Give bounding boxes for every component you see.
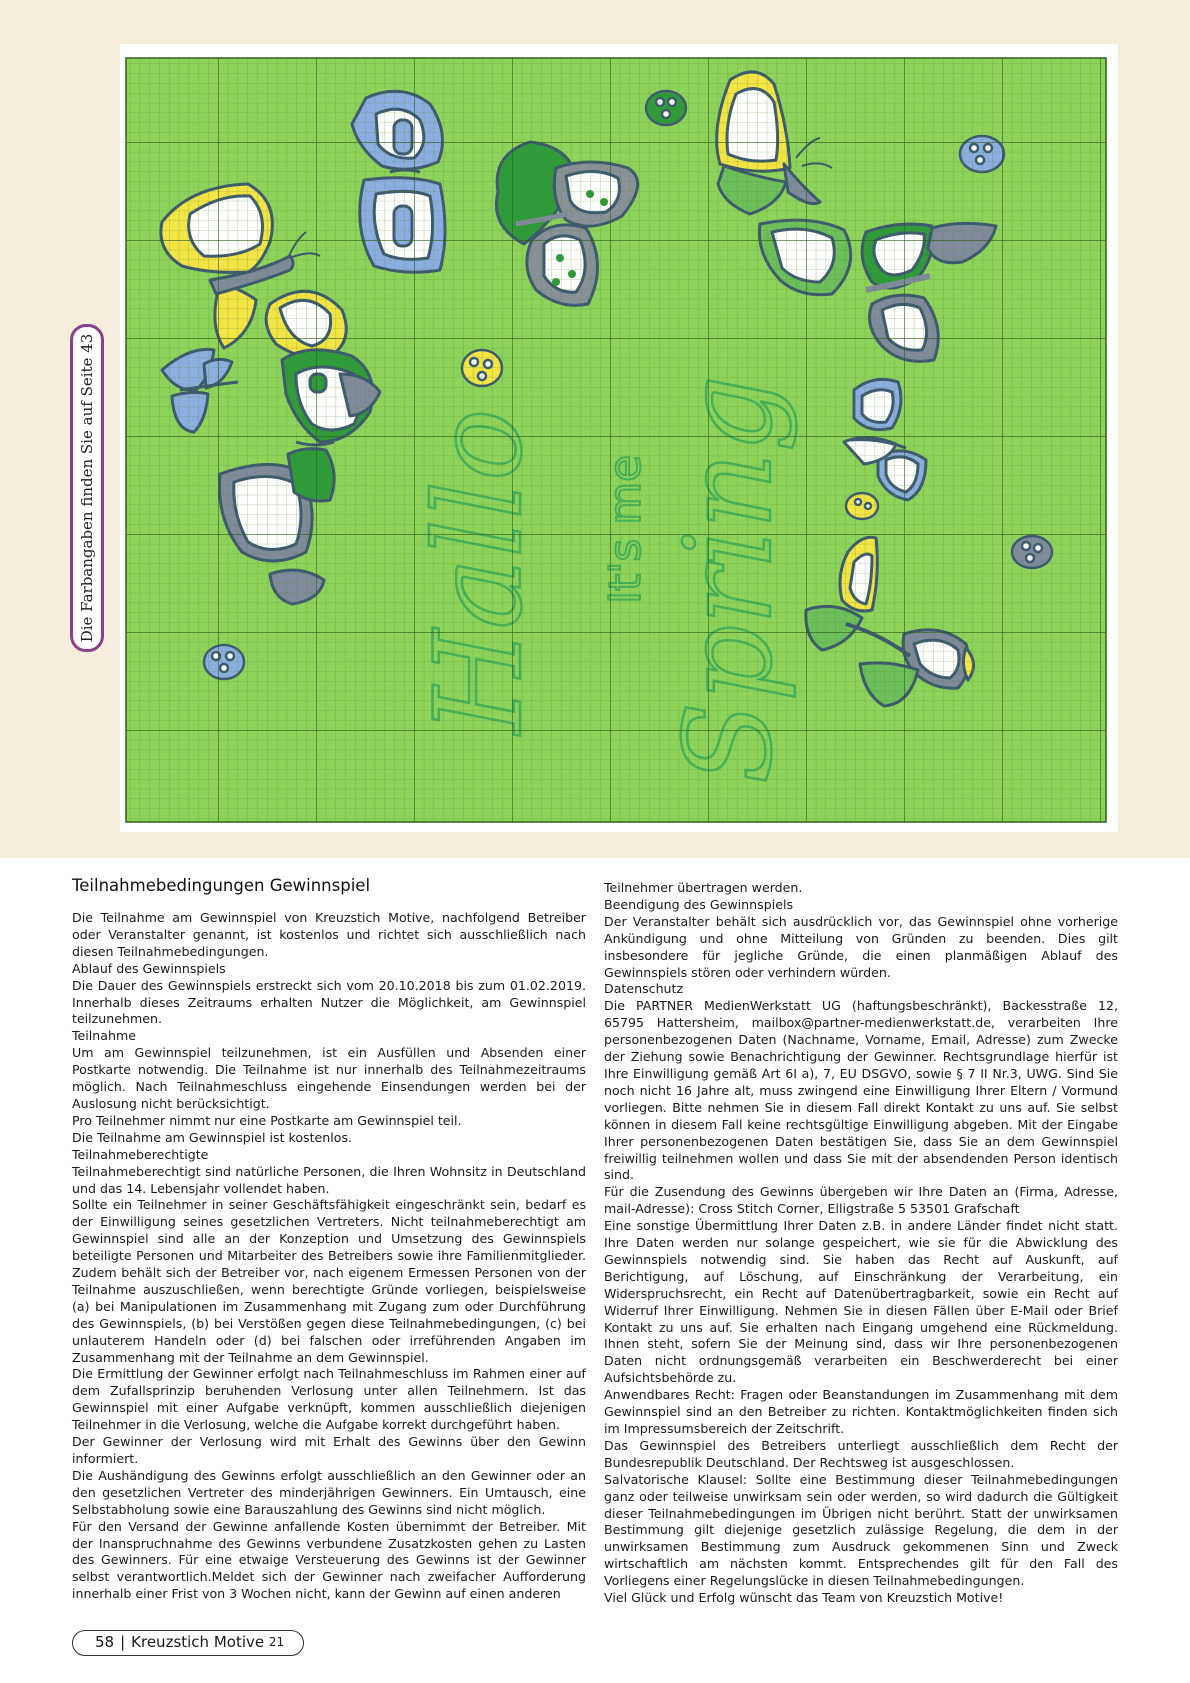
paragraph: Das Gewinnspiel des Betreibers unterliegt ausschließlich dem Recht der Bundesrepublik Deutschland. Der Rechtsweg ist ausgeschlossen.	[604, 1437, 1118, 1470]
page-footer	[72, 1630, 304, 1656]
paragraph: Die Dauer des Gewinnspiels erstreckt sich vom 20.10.2018 bis zum 01.02.2019. Innerhalb dieses Zeitraums erhalten Nutzer die Möglichkeit, am Gewinnspiel teilzunehmen.	[72, 977, 586, 1027]
paragraph: Teilnahme	[72, 1028, 136, 1044]
paragraph: Eine sonstige Übermittlung Ihrer Daten z.B. in andere Länder findet nicht statt. Ihre Daten werden nur solange gespeichert, wie sie für die Abwicklung des Gewinnspiels notwendig sind. Sie haben das Recht auf Auskunft, auf Berichtigung, auf Löschung, auf Einschränkung der Verarbeitung, ein Widerspruchsrecht, ein Recht auf Datenübertragbarkeit, sowie ein Recht auf Widerruf Ihrer Einwilligung. Nehmen Sie in diesen Fällen über E-Mail oder Brief Kontakt zu uns auf. Sie erhalten nach Eingang umgehend eine Rückmeldung. Ihnen steht, sofern Sie der Meinung sind, dass wir Ihre personenbezogenen Daten nicht ordnungsgemäß verarbeiten ein Beschwerderecht bei einer Aufsichtsbehörde zu.	[604, 1218, 1118, 1386]
cross-stitch-chart	[120, 44, 1118, 832]
color-reference-label	[70, 324, 104, 652]
paragraph: Viel Glück und Erfolg wünscht das Team von Kreuzstich Motive!	[604, 1590, 1004, 1606]
magazine-name: Kreuzstich Motive	[131, 1633, 265, 1651]
paragraph: Ablauf des Gewinnspiels	[72, 960, 226, 976]
paragraph: Für die Zusendung des Gewinns übergeben wir Ihre Daten an (Firma, Adresse, mail-Adresse): Cross Stitch Corner, Elligstraße 5 53501 Grafschaft	[604, 1184, 1118, 1217]
color-reference-text: Die Farbangaben finden Sie auf Seite 43	[78, 333, 96, 643]
page-title: Teilnahmebedingungen Gewinnspiel	[72, 876, 371, 895]
page-number: 58	[95, 1633, 115, 1651]
paragraph: Der Veranstalter behält sich ausdrücklich vor, das Gewinnspiel ohne vorherige Ankündigung und ohne Mitteilung von Gründen zu beenden. Dies gilt insbesondere für jegliche Gründe, die einen planmäßigen Ablauf des Gewinnspiels stören oder verhindern würden.	[604, 913, 1118, 980]
paragraph: Der Gewinner der Verlosung wird mit Erhalt des Gewinns über den Gewinn informiert.	[72, 1434, 586, 1466]
paragraph: Beendigung des Gewinnspiels	[604, 896, 794, 912]
paragraph: Salvatorische Klausel: Sollte eine Bestimmung dieser Teilnahmebedingungen ganz oder teilweise unwirksam sein oder werden, so wird dadurch die Gültigkeit dieser Teilnahmebedingungen im Übrigen nicht berührt. Statt der unwirksamen Bestimmung gilt diejenige gesetzlich zulässige Regelung, die dem in der unwirksamen Bestimmung zum Ausdruck gekommenen Sinn und Zweck wirtschaftlich am nächsten kommt. Entsprechendes gilt für den Fall des Vorliegens einer Regelungslücke in diesen Teilnahmebedingungen.	[604, 1471, 1118, 1589]
paragraph: Um am Gewinnspiel teilzunehmen, ist ein Ausfüllen und Absenden einer Postkarte notwendig. Die Teilnahme ist nur innerhalb des Teilnahmezeitraums möglich. Nach Teilnahmeschluss eingehende Einsendungen werden bei der Auslosung nicht berücksichtigt.	[72, 1045, 586, 1111]
issue-number: 21	[268, 1635, 285, 1649]
paragraph: Die Ermittlung der Gewinner erfolgt nach Teilnahmeschluss im Rahmen einer auf dem Zufallsprinzip beruhenden Verlosung unter allen Teilnehmern. Ist das Gewinnspiel mit einer Aufgabe verknüpft, kommen ausschließlich diejenigen Teilnehmer in die Verlosung, welche die Aufgabe korrekt durchgeführt haben.	[72, 1366, 586, 1433]
chart-coarse-grid	[126, 58, 1106, 822]
paragraph: Für den Versand der Gewinne anfallende Kosten übernimmt der Betreiber. Mit der Inanspruchnahme des Gewinns verbundene Zusatzkosten gehen zu Lasten des Gewinners. Für eine etwaige Versteuerung des Gewinns ist der Gewinner selbst verantwortlich.Meldet sich der Gewinner nach zweifacher Aufforderung innerhalb einer Frist von 3 Wochen nicht, kann der Gewinn auf einen anderen	[72, 1518, 586, 1602]
paragraph: Anwendbares Recht: Fragen oder Beanstandungen im Zusammenhang mit dem Gewinnspiel sind an den Betreiber zu richten. Kontaktmöglichkeiten finden sich im Impressumsbereich der Zeitschrift.	[604, 1387, 1118, 1436]
left-column	[72, 910, 586, 1603]
footer-separator: |	[120, 1633, 126, 1651]
paragraph: Sollte ein Teilnehmer in seiner Geschäftsfähigkeit eingeschränkt sein, bedarf es der Einwilligung seines gesetzlichen Vertreters. Nicht teilnahmeberechtigt am Gewinnspiel sind alle an der Konzeption und Umsetzung des Gewinnspiels beteiligte Personen und Mitarbeiter des Betreibers sowie ihre Familienmitglieder. Zudem behält sich der Betreiber vor, nach eigenem Ermessen Personen von der Teilnahme auszuschließen, wenn berechtigte Gründe vorliegen, beispielsweise (a) bei Manipulationen im Zusammenhang mit Zugang zum oder Durchführung des Gewinnspiels, (b) bei Verstößen gegen diese Teilnahmebedingungen, (c) bei unlauterem Handeln oder (d) bei falschen oder irreführenden Angaben im Zusammenhang mit der Teilnahme an dem Gewinnspiel.	[72, 1197, 586, 1365]
paragraph: Die Teilnahme am Gewinnspiel ist kostenlos.	[72, 1129, 353, 1145]
paragraph: Pro Teilnehmer nimmt nur eine Postkarte am Gewinnspiel teil.	[72, 1112, 462, 1128]
cross-stitch-chart-svg	[120, 44, 1118, 832]
paragraph: Teilnehmer übertragen werden.	[604, 880, 803, 895]
paragraph: Die Aushändigung des Gewinns erfolgt ausschließlich an den Gewinner oder an den gesetzlichen Vertreter des minderjährigen Gewinners. Ein Umtausch, eine Selbstabholung sowie eine Barauszahlung des Gewinns sind nicht möglich.	[72, 1467, 586, 1517]
right-column	[604, 880, 1118, 1607]
paragraph: Datenschutz	[604, 981, 684, 997]
paragraph: Teilnahmeberechtigte	[72, 1146, 209, 1162]
paragraph: Die PARTNER MedienWerkstatt UG (haftungsbeschränkt), Backesstraße 12, 65795 Hattersheim, mailbox@partner-medienwerkstatt.de, verarbeiten Ihre personenbezogenen Daten (Nachname, Vorname, Email, Adresse) zum Zwecke der Ziehung sowie Benachrichtigung der Gewinner. Rechtsgrundlage hierfür ist Ihre Einwilligung gemäß Art 6I a), 7, EU DSGVO, sowie § 7 II Nr.3, UWG. Sind Sie noch nicht 16 Jahre alt, muss zwingend eine Einwilligung Ihrer Eltern / Vormund vorliegen. Bitte nehmen Sie in diesem Fall direkt Kontakt zu uns auf. Sie selbst können in diesem Fall keine rechtsgültige Einwilligung abgeben. Mit der Eingabe Ihrer personenbezogenen Daten bestätigen Sie, dass Sie an dem Gewinnspiel freiwillig teilnehmen wollen und dass Sie mit der absendenden Person identisch sind.	[604, 998, 1118, 1183]
paragraph: Teilnahmeberechtigt sind natürliche Personen, die Ihren Wohnsitz in Deutschland und das 14. Lebensjahr vollendet haben.	[72, 1163, 586, 1196]
paragraph: Die Teilnahme am Gewinnspiel von Kreuzstich Motive, nachfolgend Betreiber oder Veranstalter genannt, ist kostenlos und richtet sich ausschließlich nach diesen Teilnahmebedingungen.	[72, 910, 586, 959]
